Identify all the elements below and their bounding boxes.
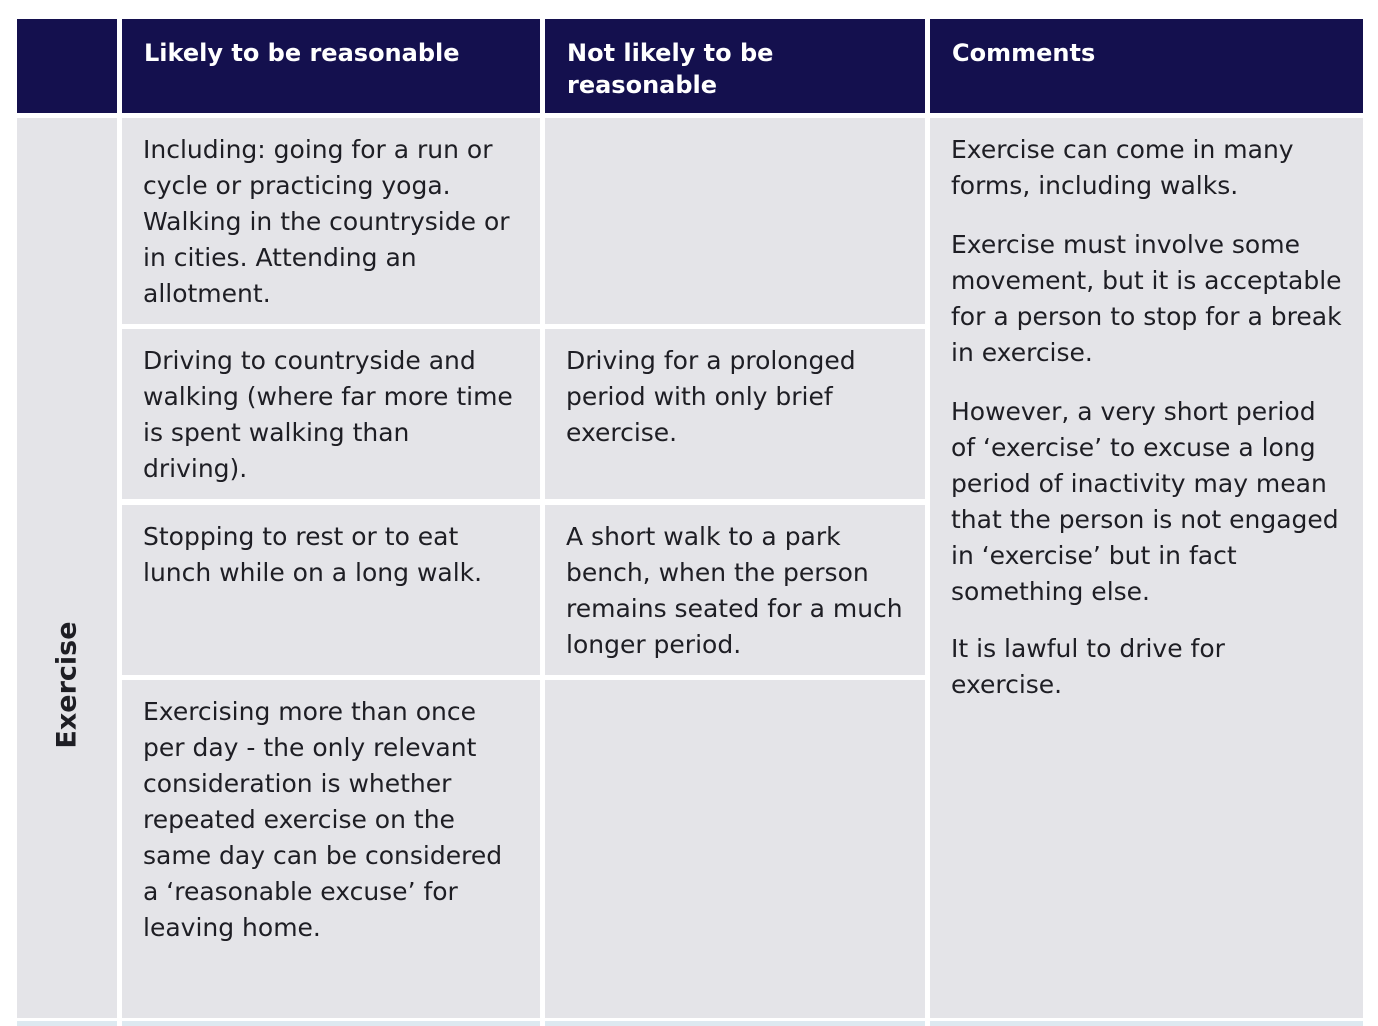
header-likely: Likely to be reasonable	[122, 19, 540, 113]
not-likely-cell-1	[545, 118, 925, 324]
row-label-exercise: Exercise	[51, 621, 83, 749]
likely-cell-2: Driving to countryside and walking (where far more time is spent walking than driving).	[122, 329, 540, 499]
header-not-likely: Not likely to be reasonable	[545, 19, 925, 113]
not-likely-cell-3: A short walk to a park bench, when the person remains seated for a much longer period.	[545, 505, 925, 675]
next-row-strip	[545, 1021, 925, 1026]
comment-paragraph: Exercise can come in many forms, including walks.	[951, 135, 1294, 200]
comment-paragraph: Exercise must involve some movement, but it is acceptable for a person to stop for a break in exercise.	[951, 230, 1342, 367]
likely-cell-4: Exercising more than once per day - the only relevant consideration is whether repeated exercise on the same day can be considered a ‘reasonable excuse’ for leaving home.	[122, 680, 540, 1018]
header-comments: Comments	[930, 19, 1363, 113]
not-likely-cell-2: Driving for a prolonged period with only brief exercise.	[545, 329, 925, 499]
comments-cell	[930, 118, 1363, 1018]
next-row-strip	[930, 1021, 1363, 1026]
likely-cell-3: Stopping to rest or to eat lunch while on a long walk.	[122, 505, 540, 675]
likely-cell-1: Including: going for a run or cycle or practicing yoga. Walking in the countryside or in cities. Attending an allotment.	[122, 118, 540, 324]
comment-paragraph: However, a very short period of ‘exercise’ to excuse a long period of inactivity may mean that the person is not engaged in ‘exercise’ but in fact something else.	[951, 397, 1339, 606]
next-row-strip	[122, 1021, 540, 1026]
next-row-strip	[17, 1021, 117, 1026]
row-label-cell	[17, 118, 117, 1018]
comment-paragraph: It is lawful to drive for exercise.	[951, 634, 1225, 699]
header-empty-cell	[17, 19, 117, 113]
not-likely-cell-4	[545, 680, 925, 1018]
